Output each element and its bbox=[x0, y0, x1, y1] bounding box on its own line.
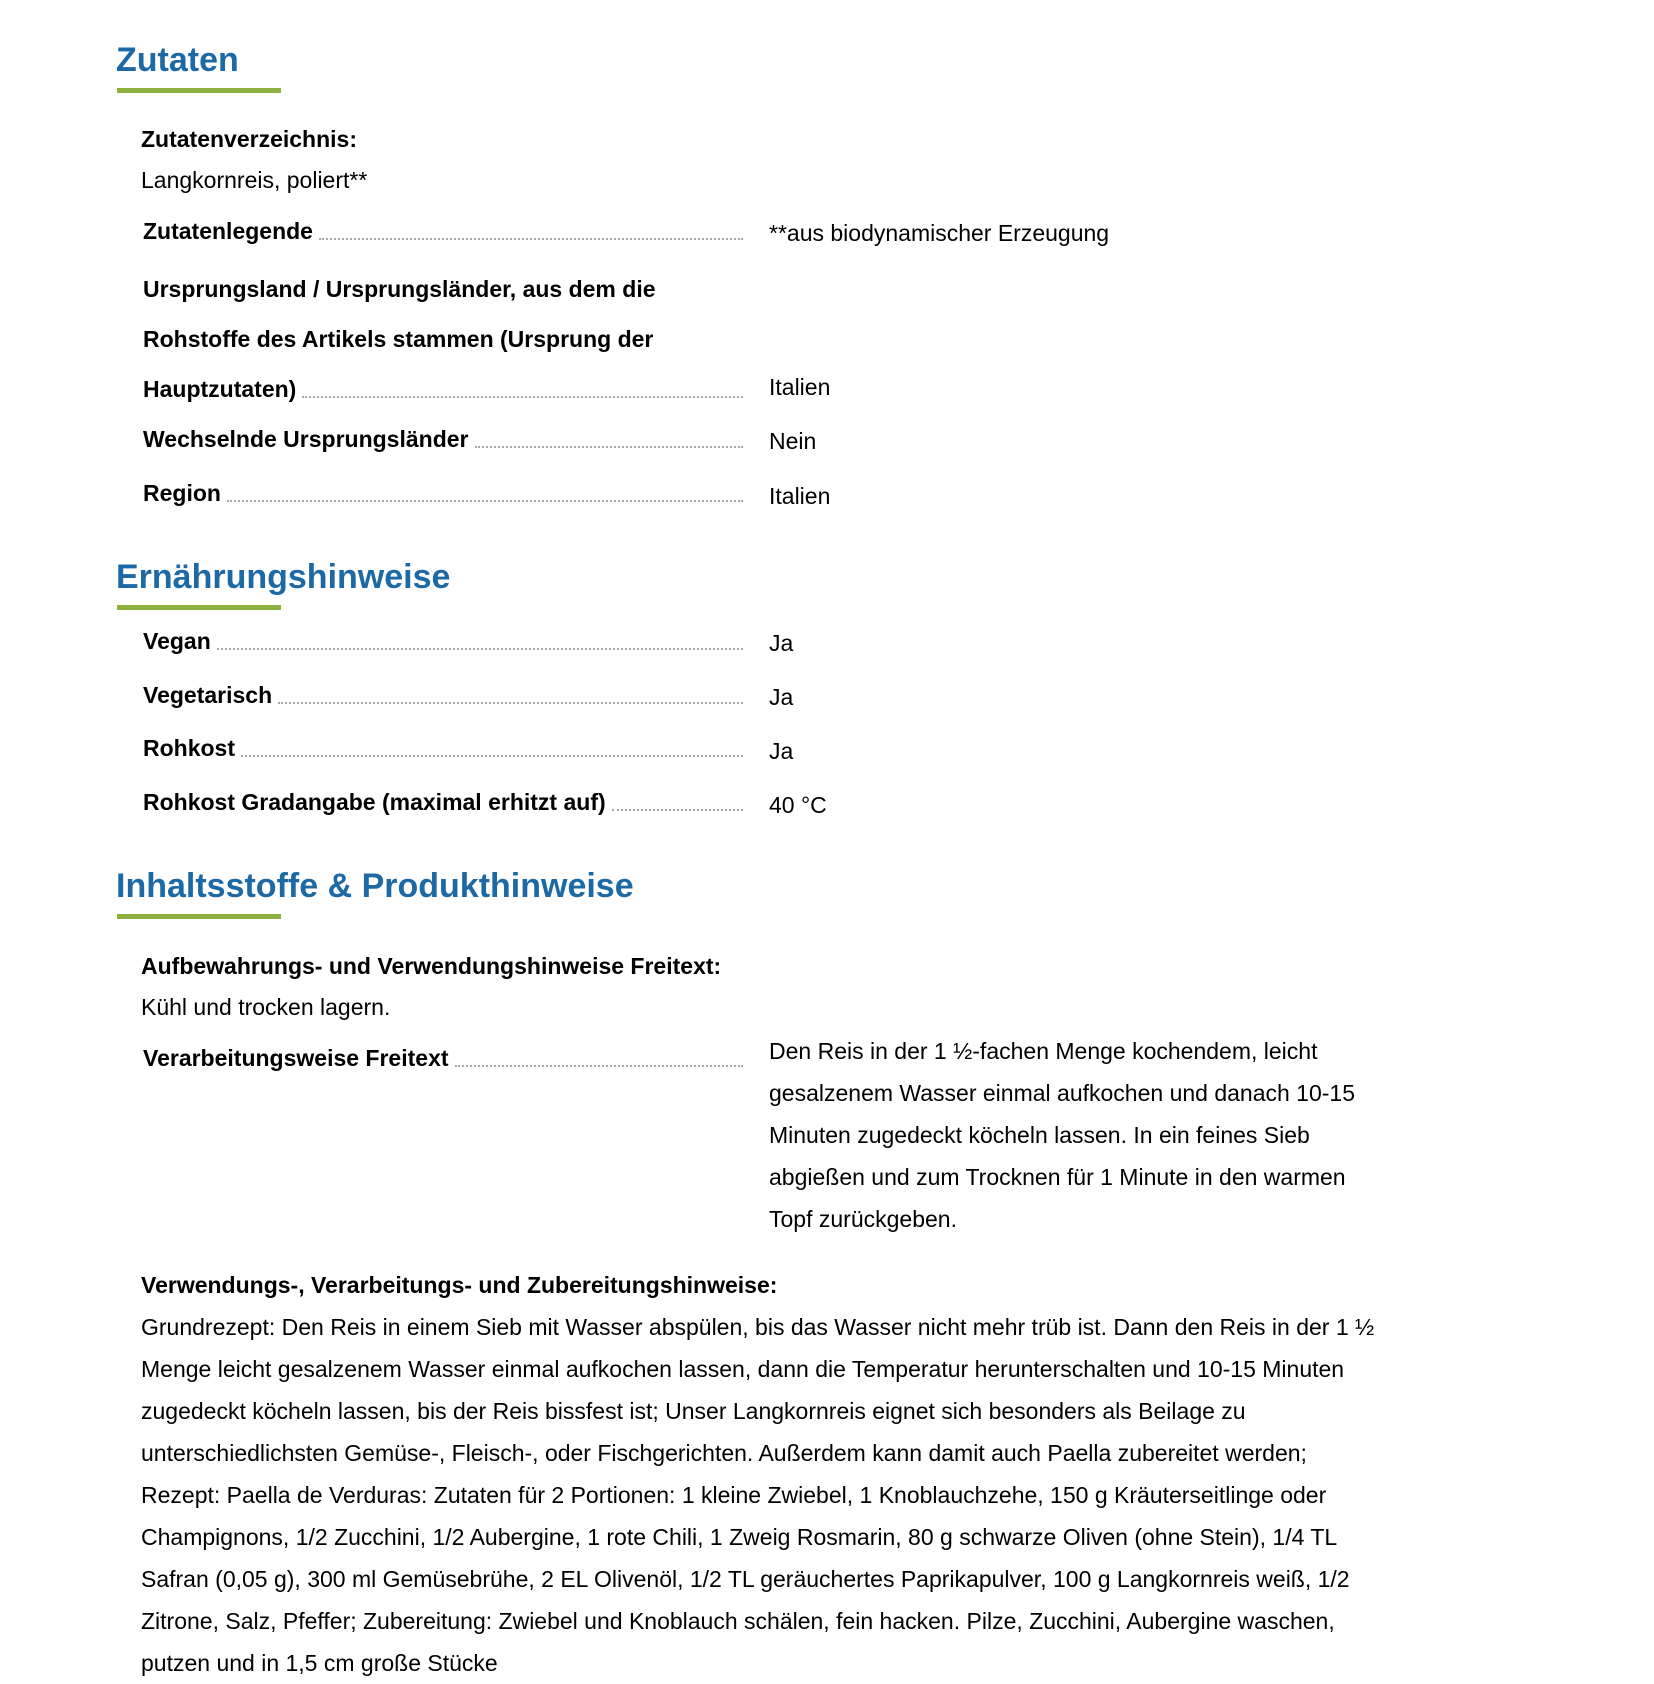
dot-leader bbox=[319, 238, 743, 240]
title-underline bbox=[117, 88, 281, 93]
section-title-ernaehrungshinweise: Ernährungshinweise bbox=[116, 558, 451, 596]
row-value-rohkost-gradangabe: 40 °C bbox=[769, 792, 827, 818]
aufbewahrung-text: Kühl und trocken lagern. bbox=[141, 994, 391, 1020]
dot-leader bbox=[241, 755, 743, 757]
dot-leader bbox=[278, 702, 743, 704]
row-label-rohkost: Rohkost bbox=[143, 733, 743, 763]
dot-leader bbox=[217, 648, 743, 650]
row-label-region: Region bbox=[143, 478, 743, 508]
row-label-ursprungsland: Ursprungsland / Ursprungsländer, aus dem die Rohstoffe des Artikels stammen (Ursprung der Hauptzutaten) bbox=[143, 264, 743, 404]
dot-leader bbox=[302, 396, 743, 398]
row-value-wechselnde-ursprungslaender: Nein bbox=[769, 428, 817, 454]
row-label-zutatenlegende: Zutatenlegende bbox=[143, 216, 743, 246]
row-value-rohkost: Ja bbox=[769, 738, 794, 764]
row-label-wechselnde-ursprungslaender: Wechselnde Ursprungsländer bbox=[143, 424, 743, 454]
zutatenverzeichnis-label: Zutatenverzeichnis: bbox=[141, 126, 357, 152]
row-value-zutatenlegende: **aus biodynamischer Erzeugung bbox=[769, 220, 1110, 246]
title-underline bbox=[117, 914, 281, 919]
row-value-verarbeitungsweise: Den Reis in der 1 ½-fachen Menge kochendem, leicht gesalzenem Wasser einmal aufkochen und danach 10-15 Minuten zugedeckt köcheln lassen. In ein feines Sieb abgießen und zum Trocknen für 1 Minute in den warmen Topf zurückgeben. bbox=[769, 1038, 1356, 1232]
row-label-rohkost-gradangabe: Rohkost Gradangabe (maximal erhitzt auf) bbox=[143, 787, 743, 817]
aufbewahrung-label: Aufbewahrungs- und Verwendungshinweise Freitext: bbox=[141, 953, 722, 979]
zubereitung-label: Verwendungs-, Verarbeitungs- und Zubereitungshinweise: bbox=[141, 1272, 778, 1298]
zutatenverzeichnis-text: Langkornreis, poliert** bbox=[141, 167, 368, 193]
row-label-vegetarisch: Vegetarisch bbox=[143, 680, 743, 710]
dot-leader bbox=[612, 809, 743, 811]
dot-leader bbox=[475, 446, 744, 448]
dot-leader bbox=[455, 1065, 743, 1067]
row-value-vegetarisch: Ja bbox=[769, 684, 794, 710]
row-value-region: Italien bbox=[769, 483, 831, 509]
section-title-inhaltsstoffe: Inhaltsstoffe & Produkthinweise bbox=[116, 867, 634, 905]
title-underline bbox=[117, 605, 281, 610]
zubereitung-text: Grundrezept: Den Reis in einem Sieb mit Wasser abspülen, bis das Wasser nicht mehr trüb ist. Dann den Reis in der 1 ½ Menge leicht gesalzenem Wasser einmal aufkochen lassen, dann die Temperatur herunterschalten und 10-15 Minuten zugedeckt köcheln lassen, bis der Reis bissfest ist; Unser Langkornreis eignet sich besonders als Beilage zu unterschiedlichsten Gemüse-, Fleisch-, oder Fischgerichten. Außerdem kann damit auch Paella zubereitet werden; Rezept: Paella de Verduras: Zutaten für 2 Portionen: 1 kleine Zwiebel, 1 Knoblauchzehe, 150 g Kräuterseitlinge oder Champignons, 1/2 Zucchini, 1/2 Aubergine, 1 rote Chili, 1 Zweig Rosmarin, 80 g schwarze Oliven (ohne Stein), 1/4 TL Safran (0,05 g), 300 ml Gemüsebrühe, 2 EL Olivenöl, 1/2 TL geräuchertes Paprikapulver, 100 g Langkornreis weiß, 1/2 Zitrone, Salz, Pfeffer; Zubereitung: Zwiebel und Knoblauch schälen, fein hacken. Pilze, Zucchini, Aubergine waschen, putzen und in 1,5 cm große Stücke bbox=[141, 1314, 1375, 1676]
section-title-zutaten: Zutaten bbox=[116, 41, 239, 79]
row-value-ursprungsland: Italien bbox=[769, 374, 831, 400]
row-value-vegan: Ja bbox=[769, 630, 794, 656]
dot-leader bbox=[227, 500, 743, 502]
row-label-verarbeitungsweise: Verarbeitungsweise Freitext bbox=[143, 1043, 743, 1073]
row-label-vegan: Vegan bbox=[143, 626, 743, 656]
